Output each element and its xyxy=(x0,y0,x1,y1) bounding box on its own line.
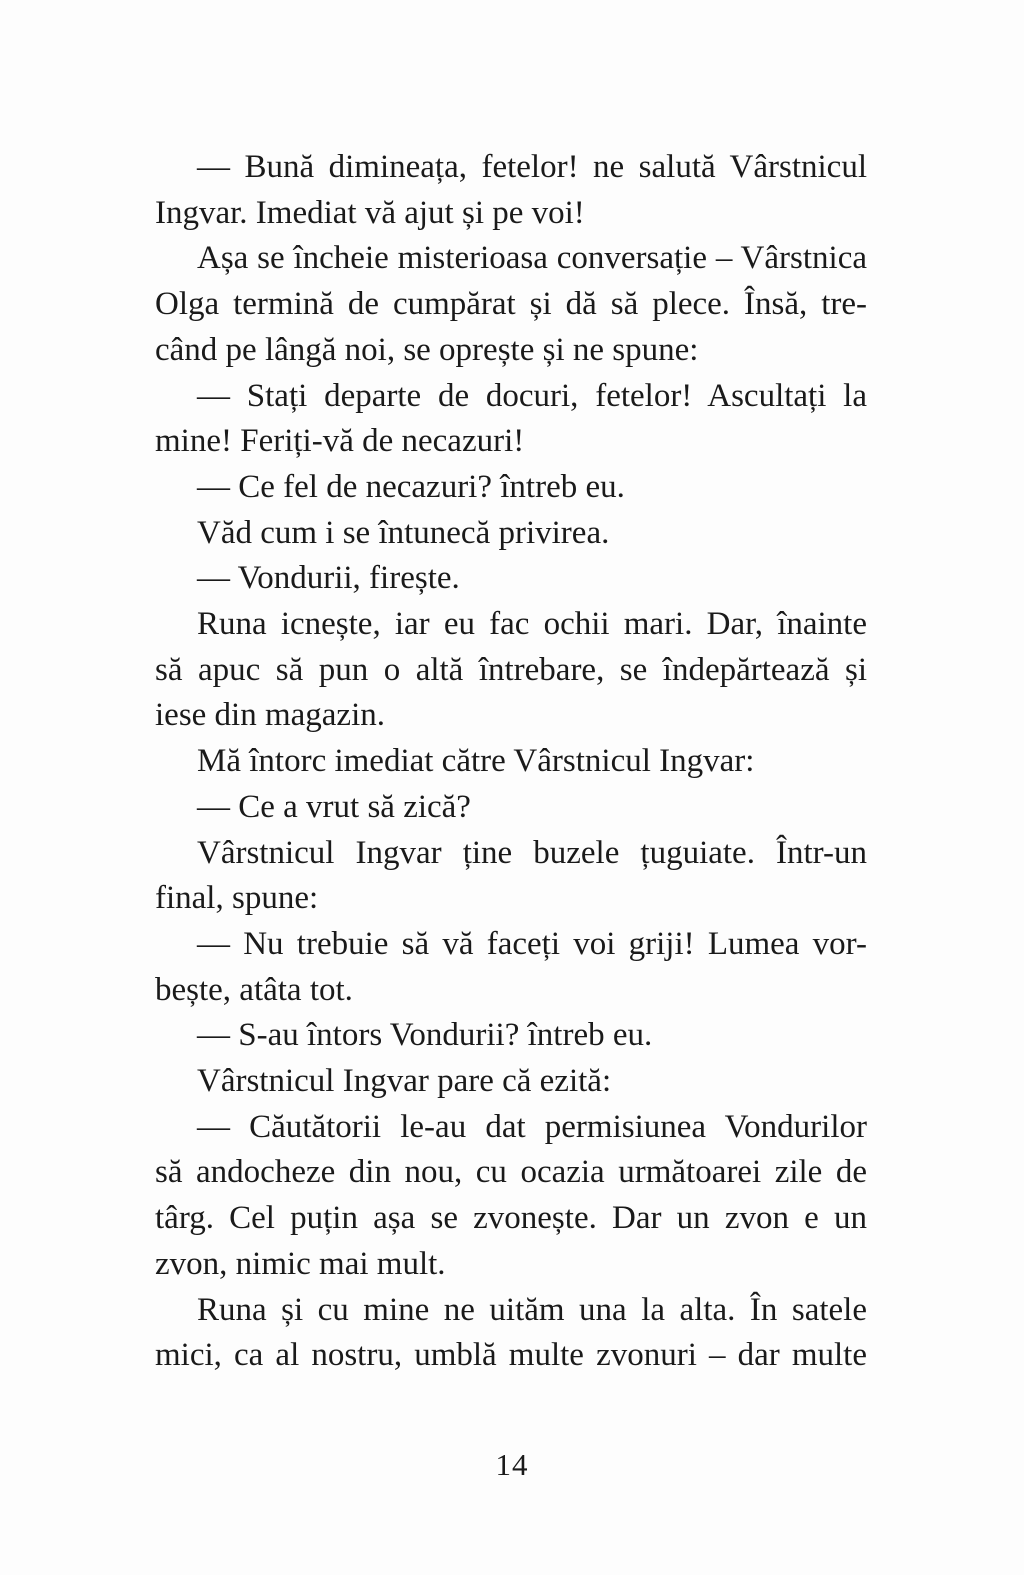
text-line: — Stați departe de docuri, fetelor! Ascultați la xyxy=(197,377,867,414)
paragraph xyxy=(155,236,867,373)
text-line: — Vondurii, firește. xyxy=(197,560,460,597)
text-line: — Căutătorii le-au dat permisiunea Vondurilor xyxy=(197,1108,867,1145)
text-line: mici, ca al nostru, umblă multe zvonuri – dar multe xyxy=(155,1337,867,1374)
paragraph xyxy=(155,145,867,236)
text-line: iese din magazin. xyxy=(155,697,386,734)
text-line: bește, atâta tot. xyxy=(155,971,353,1008)
text-line: să andocheze din nou, cu ocazia următoarei zile de xyxy=(155,1154,867,1191)
paragraph xyxy=(155,922,867,1013)
text-line: — S-au întors Vondurii? întreb eu. xyxy=(197,1017,653,1054)
text-line: — Ce a vrut să zică? xyxy=(197,788,471,825)
paragraph xyxy=(155,374,867,465)
text-line: — Bună dimineața, fetelor! ne salută Vârstnicul xyxy=(197,149,867,185)
text-line: Așa se încheie misterioasa conversație – Vârstnica xyxy=(197,240,867,277)
paragraph xyxy=(155,1013,867,1059)
paragraph xyxy=(155,511,867,557)
page-number: 14 xyxy=(495,1447,529,1482)
text-line: mine! Feriți-vă de necazuri! xyxy=(155,423,525,460)
paragraph xyxy=(155,739,867,785)
text-line: Mă întorc imediat către Vârstnicul Ingvar: xyxy=(197,743,755,780)
paragraph xyxy=(155,1105,867,1288)
paragraph xyxy=(155,602,867,739)
text-line: când pe lângă noi, se oprește și ne spune: xyxy=(155,331,699,368)
text-block xyxy=(155,145,867,1379)
text-line: — Nu trebuie să vă faceți voi griji! Lumea vor- xyxy=(197,925,867,962)
text-line: Văd cum i se întunecă privirea. xyxy=(197,514,610,551)
paragraph xyxy=(155,785,867,831)
paragraph xyxy=(155,556,867,602)
text-line: Olga termină de cumpărat și dă să plece. Însă, tre- xyxy=(155,286,867,323)
paragraph xyxy=(155,1059,867,1105)
text-line: să apuc să pun o altă întrebare, se îndepărtează și xyxy=(155,651,867,688)
text-line: Vârstnicul Ingvar pare că ezită: xyxy=(197,1063,612,1100)
paragraph xyxy=(155,831,867,922)
paragraph xyxy=(155,465,867,511)
text-line: final, spune: xyxy=(155,880,319,917)
text-line: Ingvar. Imediat vă ajut și pe voi! xyxy=(155,194,585,231)
text-line: Runa icnește, iar eu fac ochii mari. Dar, înainte xyxy=(197,606,867,643)
text-line: Vârstnicul Ingvar ține buzele țuguiate. Într-un xyxy=(197,834,867,871)
paragraph xyxy=(155,1288,867,1379)
text-line: târg. Cel puțin așa se zvonește. Dar un zvon e un xyxy=(155,1200,867,1237)
text-line: — Ce fel de necazuri? întreb eu. xyxy=(197,468,625,505)
text-line: zvon, nimic mai mult. xyxy=(155,1245,446,1282)
text-line: Runa și cu mine ne uităm una la alta. În satele xyxy=(197,1291,867,1328)
